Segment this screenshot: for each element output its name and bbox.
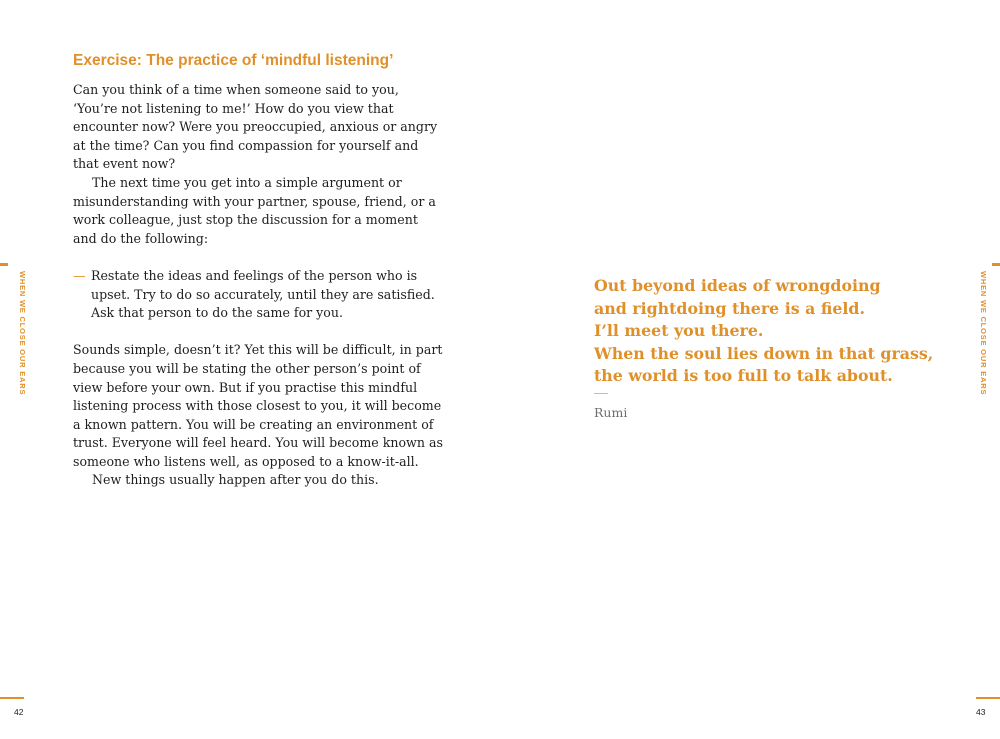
- bullet-item: [73, 267, 445, 323]
- running-head-marker: [0, 263, 8, 266]
- footer-rule: [0, 697, 24, 699]
- quote-line: the world is too full to talk about.: [594, 366, 893, 385]
- footer-rule: [976, 697, 1000, 699]
- running-head: WHEN WE CLOSE OUR EARS: [18, 271, 27, 396]
- running-head: WHEN WE CLOSE OUR EARS: [979, 271, 988, 396]
- page-number: 43: [976, 707, 986, 717]
- quote-line: and rightdoing there is a field.: [594, 298, 865, 318]
- bullet-text: Restate the ideas and feelings of the person who is upset. Try to do so accurately, until they are satisfied. Ask that person to do the same for you.: [91, 267, 435, 321]
- epigraph-quote: [594, 275, 934, 388]
- paragraph: Can you think of a time when someone said to you, ‘You’re not listening to me!’ How do you view that encounter now? Were you preoccupied, anxious or angry at the time? Can you find compassion for yourself and that event now?: [73, 82, 438, 172]
- paragraph: Sounds simple, doesn’t it? Yet this will be difficult, in part because you will be stating the other person’s point of view before your own. But if you practise this mindful listening process with those closest to you, it will become a known pattern. You will be creating an environment of trust. Everyone will feel heard. You will become known as someone who listens well, as opposed to a know-it-all.: [73, 342, 443, 469]
- paragraph: The next time you get into a simple argument or misunderstanding with your partner, spouse, friend, or a work colleague, just stop the discussion for a moment and do the following:: [73, 174, 436, 246]
- paragraph: New things usually happen after you do this.: [92, 472, 379, 488]
- page-number: 42: [14, 707, 24, 717]
- quote-line: I’ll meet you there.: [594, 321, 764, 340]
- quote-divider: [594, 393, 608, 394]
- bullet-dash: —: [73, 267, 86, 283]
- body-text: [73, 81, 445, 490]
- quote-line: When the soul lies down in that grass,: [594, 343, 934, 363]
- exercise-heading: Exercise: The practice of ‘mindful listening’: [73, 52, 394, 69]
- quote-line: Out beyond ideas of wrongdoing: [594, 276, 881, 295]
- quote-author: Rumi: [594, 405, 628, 420]
- right-page: [500, 0, 1000, 739]
- running-head-marker: [992, 263, 1000, 266]
